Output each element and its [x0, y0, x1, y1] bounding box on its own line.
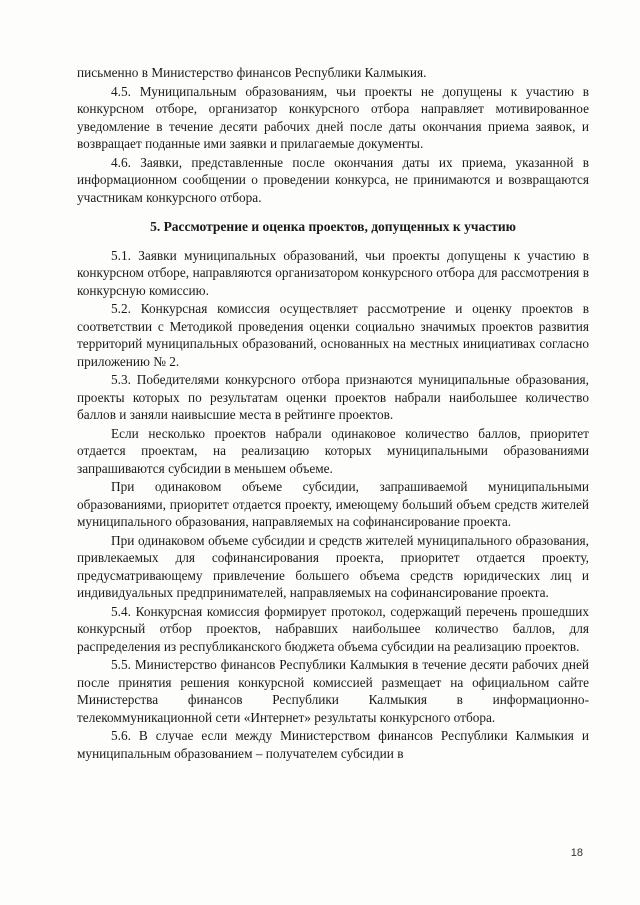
paragraph-5-2: 5.2. Конкурсная комиссия осуществляет рассмотрение и оценку проектов в соответствии с Методикой проведения оценки социально значимых проектов развития территорий муниципальных образований, основанных на местных инициативах согласно приложению № 2.: [77, 301, 589, 369]
paragraph-equal-subsidy: При одинаковом объеме субсидии, запрашиваемой муниципальными образованиями, приоритет отдается проекту, имеющему больший объем средств жителей муниципального образования, направляемых на софинансирование проекта.: [77, 479, 589, 529]
paragraph-4-5: 4.5. Муниципальным образованиям, чьи проекты не допущены к участию в конкурсном отборе, организатор конкурсного отбора направляет мотивированное уведомление в течение десяти рабочих дней после даты окончания приема заявок, и возвращает поданные ими заявки и прилагаемые документы.: [77, 83, 589, 151]
page-number: 18: [570, 847, 583, 859]
paragraph-continuation: письменно в Министерство финансов Республики Калмыкия.: [77, 65, 427, 80]
paragraph-5-5: 5.5. Министерство финансов Республики Калмыкия в течение десяти рабочих дней после принятия решения конкурсной комиссией размещает на официальном сайте Министерства финансов Республики Калмыкия в информационно-телекоммуникационной сети «Интернет» результаты конкурсного отбора.: [77, 657, 589, 725]
paragraph-5-3: 5.3. Победителями конкурсного отбора признаются муниципальные образования, проекты которых по результатам оценки проектов набрали наибольшее количество баллов и заняли наивысшие места в рейтинге проектов.: [77, 372, 589, 422]
section-heading: 5. Рассмотрение и оценка проектов, допущенных к участию: [150, 219, 516, 234]
paragraph-5-4: 5.4. Конкурсная комиссия формирует протокол, содержащий перечень прошедших конкурсный отбор проектов, набравших наибольшее количество баллов, для распределения из республиканского бюджета объема субсидии на реализацию проектов.: [77, 603, 589, 654]
paragraph-equal-subsidy-and-residents: При одинаковом объеме субсидии и средств жителей муниципального образования, привлекаемых для софинансирования проекта, приоритет отдается проекту, предусматривающему привлечение большего объема средств юридических лиц и индивидуальных предпринимателей, направляемых на софинансирование проекта.: [77, 532, 589, 600]
paragraph-4-6: 4.6. Заявки, представленные после окончания даты их приема, указанной в информационном сообщении о проведении конкурса, не принимаются и возвращаются участникам конкурсного отбора.: [77, 154, 589, 205]
paragraph-5-1: 5.1. Заявки муниципальных образований, чьи проекты допущены к участию в конкурсном отборе, направляются организатором конкурсного отбора для рассмотрения в конкурсную комиссию.: [77, 247, 589, 298]
document-body: [77, 64, 589, 763]
paragraph-5-6: 5.6. В случае если между Министерством финансов Республики Калмыкия и муниципальным образованием – получателем субсидии в: [77, 728, 589, 761]
paragraph-equal-score: Если несколько проектов набрали одинаковое количество баллов, приоритет отдается проектам, на реализацию которых муниципальными образованиями запрашиваются субсидии в меньшем объеме.: [77, 425, 589, 476]
